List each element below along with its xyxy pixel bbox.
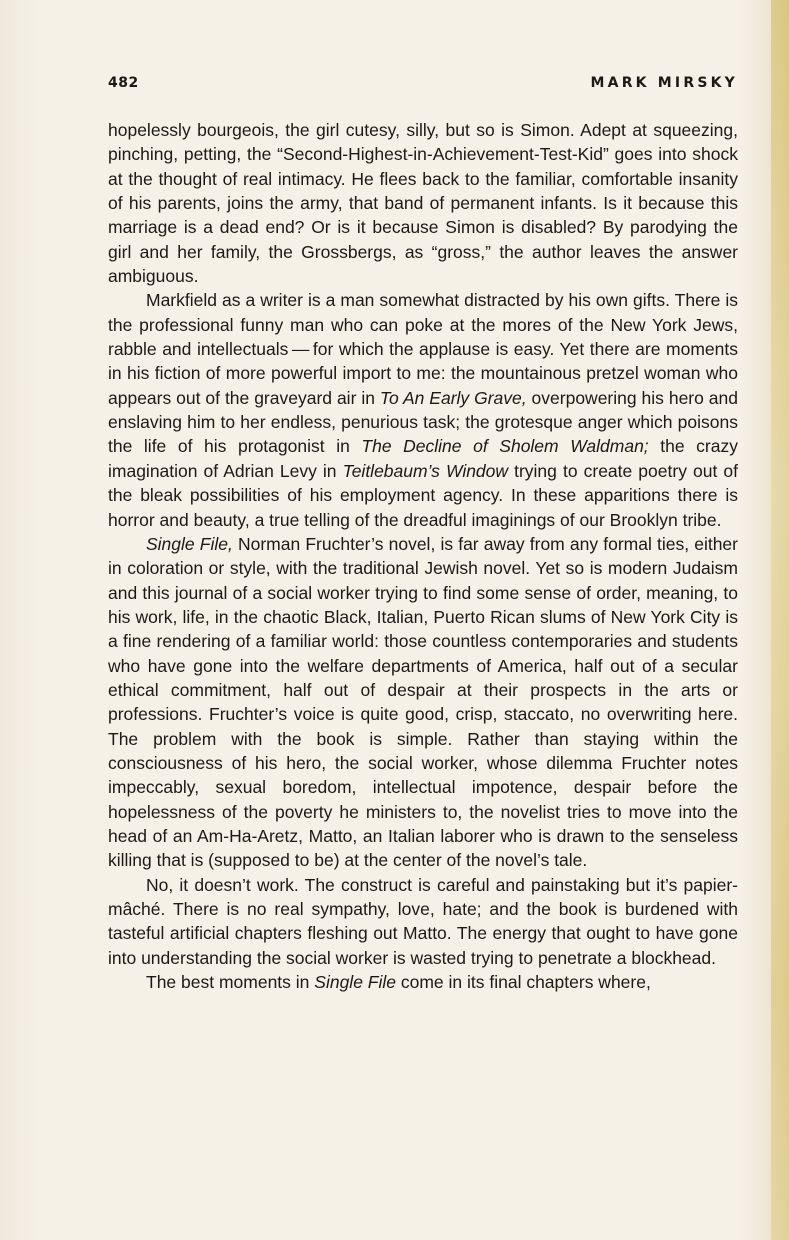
paragraph [108, 532, 738, 873]
paragraph [108, 970, 738, 994]
italic-title: To An Early Grave, [379, 387, 527, 408]
italic-title: Single File [314, 972, 396, 993]
paragraph [108, 873, 738, 970]
paragraph [108, 288, 738, 531]
body-text [108, 118, 738, 994]
page-edge-stain [771, 0, 789, 1240]
paragraph [108, 118, 738, 288]
text-run: trying to create poetry out of the bleak possibilities of his employment agency. In these apparitions there is horror and beauty, a true telling of the dreadful imaginings of our Brooklyn tribe. [108, 460, 738, 530]
text-run: Markfield as a writer is a man somewhat distracted by his own gifts. There is the professional funny man who can poke at the mores of the New York Jews, rabble and intellectuals — for which the applause is easy. Yet there are moments in his fiction of more powerful import to me: the mountainous pretzel woman who appears out of the graveyard air in [108, 290, 738, 408]
italic-title: Teitlebaum’s Window [342, 460, 509, 481]
running-head: MARK MIRSKY [590, 75, 738, 91]
text-run: the crazy imagination of Adrian Levy in [108, 436, 738, 481]
italic-title: The Decline of Sholem Waldman; [361, 436, 649, 457]
page-number: 482 [108, 75, 139, 91]
text-run: Norman Fruchter’s novel, is far away from any formal ties, either in coloration or style, with the traditional Jewish novel. Yet so is modern Judaism and this journal of a social worker trying to find some sense of order, meaning, to his work, life, in the chaotic Black, Italian, Puerto Rican slums of New York City is a fine rendering of a familiar world: those countless contemporaries and students who have gone into the welfare departments of America, half out of a secular ethical commitment, half out of despair at their prospects in the arts or professions. Fruchter’s voice is quite good, crisp, staccato, no overwriting here. The problem with the book is simple. Rather than staying within the consciousness of his hero, the social worker, whose dilemma Fruchter notes impeccably, sexual boredom, intellectual impotence, despair before the hopelessness of the poverty he ministers to, the novelist tries to move into the head of an Am-Ha-Aretz, Matto, an Italian laborer who is drawn to the senseless killing that is (supposed to be) at the center of the novel’s tale. [108, 533, 738, 871]
page-header [108, 75, 738, 99]
text-run: No, it doesn’t work. The construct is careful and painstaking but it’s papier-mâché. There is no real sympathy, love, hate; and the book is burdened with tasteful artificial chapters fleshing out Matto. The energy that ought to have gone into understanding the social worker is wasted trying to penetrate a blockhead. [108, 874, 738, 968]
text-run: hopelessly bourgeois, the girl cutesy, silly, but so is Simon. Adept at squeezing, pinching, petting, the “Second-Highest-in-Achievement-Test-Kid” goes into shock at the thought of real intimacy. He flees back to the familiar, comfortable insanity of his parents, joins the army, that band of permanent infants. Is it because this marriage is a dead end? Or is it because Simon is disabled? By parodying the girl and her family, the Grossbergs, as “gross,” the author leaves the answer ambiguous. [108, 120, 738, 287]
text-run: come in its final chapters where, [396, 972, 651, 993]
italic-title: Single File, [146, 533, 233, 554]
text-run: overpowering his hero and enslaving him to her endless, penurious task; the grotesque anger which poisons the life of his protagonist in [108, 387, 738, 457]
text-run: The best moments in [146, 972, 315, 993]
